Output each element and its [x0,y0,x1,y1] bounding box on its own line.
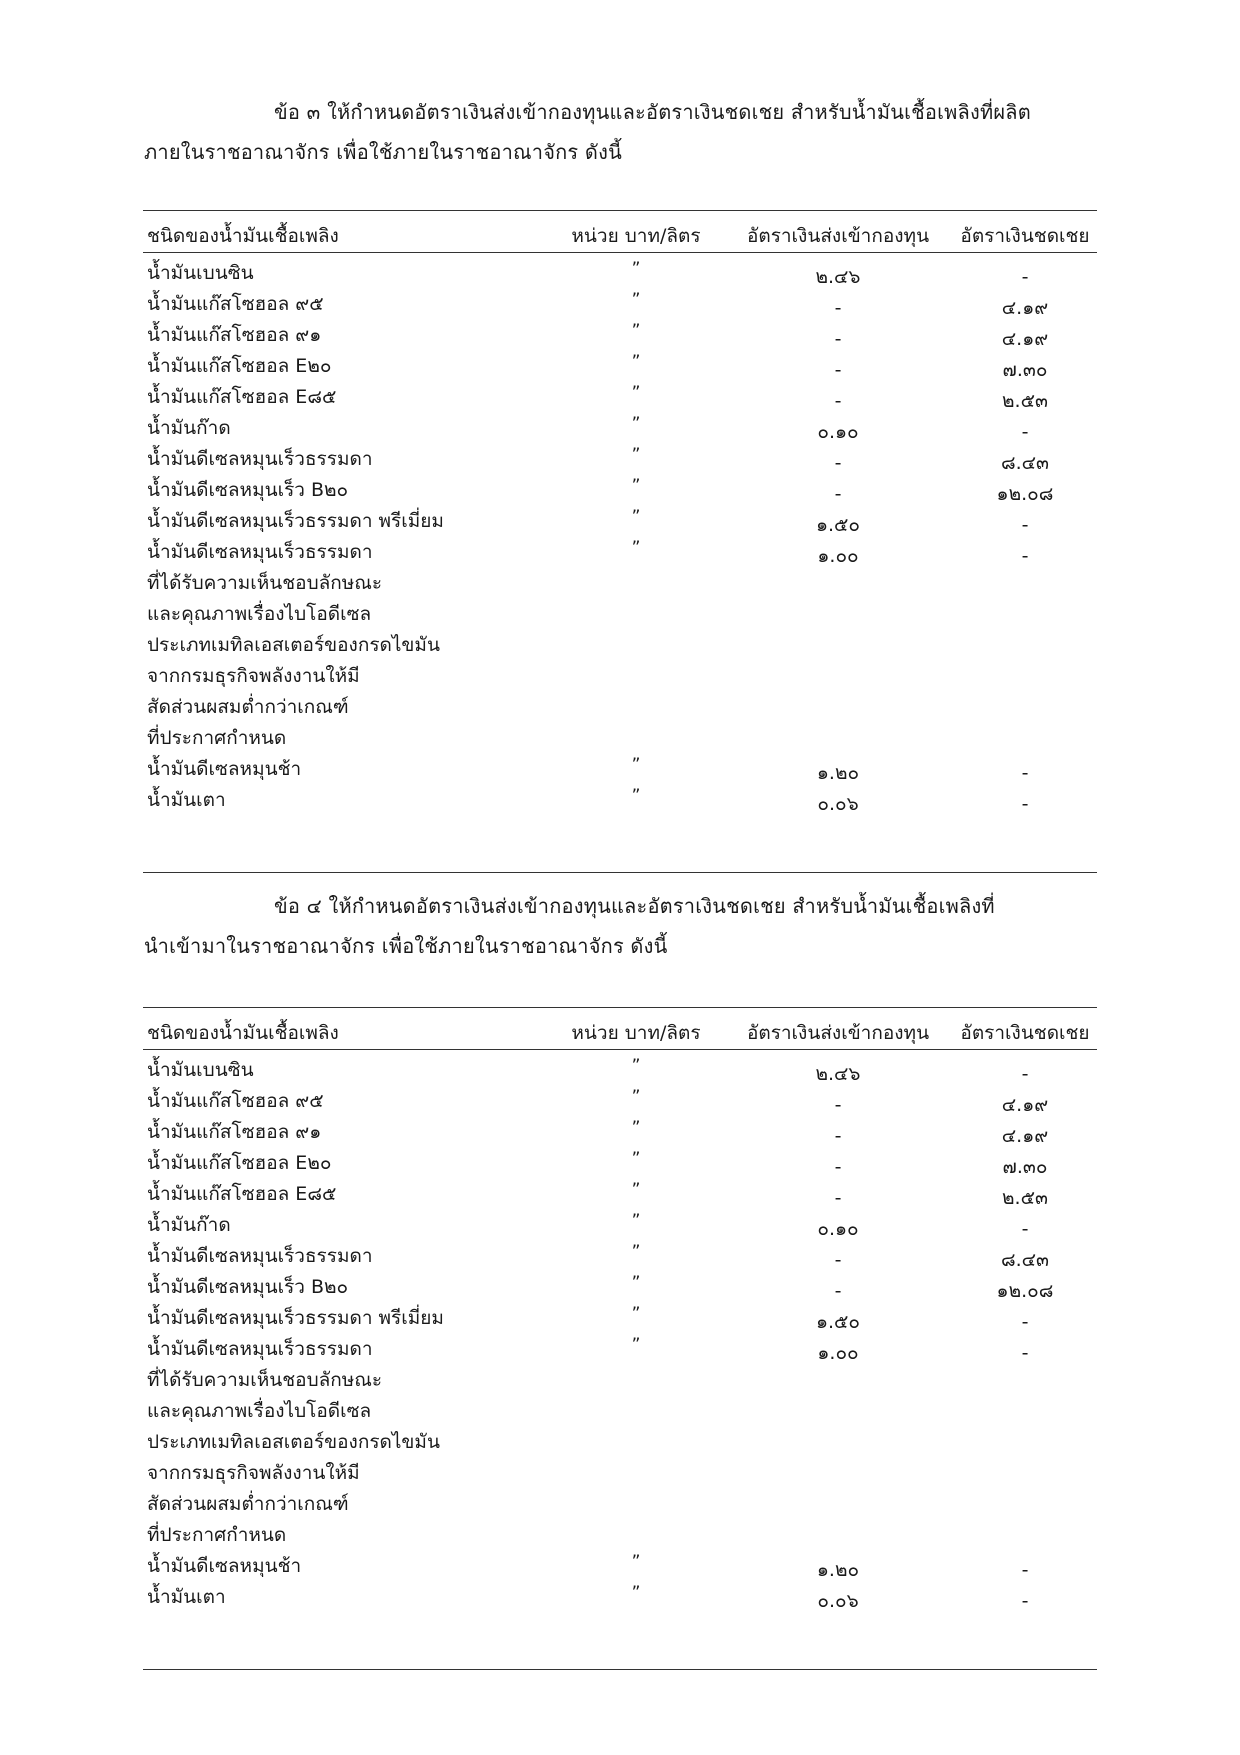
unit-cell: ” [631,476,641,496]
fuel-type-line: น้ำมันดีเซลหมุนเร็วธรรมดา [147,448,373,470]
header-compensation-rate: อัตราเงินชดเชย [960,1022,1090,1044]
fuel-type-cell [147,258,254,289]
unit-cell: ” [631,1056,641,1076]
compensation-rate-cell: - [1021,1311,1029,1333]
header-fuel-type: ชนิดของน้ำมันเชื้อเพลิง [147,225,339,247]
fuel-type-line: น้ำมันดีเซลหมุนช้า [147,1555,302,1577]
fuel-type-line: น้ำมันแก๊สโซฮอล ๙๑ [147,324,322,346]
fuel-type-cell [147,320,321,351]
fuel-type-line: น้ำมันแก๊สโซฮอล E๒๐ [147,1152,332,1174]
fuel-type-cell [147,1551,301,1582]
fuel-type-cell [147,1148,331,1179]
unit-cell: ” [631,1273,641,1293]
compensation-rate-cell: - [1021,514,1029,536]
fuel-type-line: สัดส่วนผสมต่ำกว่าเกณฑ์ [147,696,349,718]
compensation-rate-cell: - [1021,793,1029,815]
header-fund-rate: อัตราเงินส่งเข้ากองทุน [746,1022,930,1044]
unit-cell: ” [631,1211,641,1231]
fuel-type-cell [147,506,444,537]
compensation-rate-cell: ๘.๔๓ [1000,452,1050,474]
fuel-type-line: น้ำมันแก๊สโซฮอล ๙๑ [147,1121,322,1143]
header-compensation-rate: อัตราเงินชดเชย [960,225,1090,247]
unit-cell: ” [631,1304,641,1324]
compensation-rate-cell: - [1021,545,1029,567]
fuel-type-line: น้ำมันแก๊สโซฮอล ๙๕ [147,293,324,315]
fund-rate-cell: ๐.๑๐ [817,1218,859,1240]
fuel-type-line: น้ำมันเบนซิน [147,1059,254,1081]
compensation-rate-cell: - [1021,1218,1029,1240]
fuel-type-line: น้ำมันเบนซิน [147,262,254,284]
compensation-rate-cell: ๔.๑๙ [1001,1125,1049,1147]
fund-rate-cell: ๑.๕๐ [815,514,861,536]
fuel-type-cell [147,1303,444,1334]
compensation-rate-cell: - [1021,266,1029,288]
compensation-rate-cell: ๒.๕๓ [1002,390,1048,412]
compensation-rate-cell: ๔.๑๙ [1001,297,1049,319]
clause-4-line-1: ข้อ ๔ ให้กำหนดอัตราเงินส่งเข้ากองทุนและอัตราเงินชดเชย สำหรับน้ำมันเชื้อเพลิงที่ [274,894,995,918]
fuel-type-cell [147,1179,336,1210]
unit-cell: ” [631,538,641,558]
unit-cell: ” [631,1149,641,1169]
fuel-type-cell [147,351,331,382]
unit-cell: ” [631,1335,641,1355]
clause-3-line-1: ข้อ ๓ ให้กำหนดอัตราเงินส่งเข้ากองทุนและอัตราเงินชดเชย สำหรับน้ำมันเชื้อเพลิงที่ผลิต [274,100,1031,124]
clause-3-line-2: ภายในราชอาณาจักร เพื่อใช้ภายในราชอาณาจักร ดังนี้ [144,140,622,164]
fuel-type-line: จากกรมธุรกิจพลังงานให้มี [147,665,360,687]
fund-rate-cell: ๑.๒๐ [816,762,860,784]
fund-rate-cell: ๒.๔๖ [815,1063,861,1085]
fuel-type-line: น้ำมันก๊าด [147,1214,231,1236]
fuel-type-cell [147,1055,254,1086]
unit-cell: ” [631,1552,641,1572]
fuel-type-line: น้ำมันแก๊สโซฮอล ๙๕ [147,1090,324,1112]
compensation-rate-cell: - [1021,1590,1029,1612]
unit-cell: ” [631,445,641,465]
unit-cell: ” [631,1087,641,1107]
fund-rate-cell: - [834,1125,842,1147]
fuel-type-cell [147,1334,440,1551]
compensation-rate-cell: ๔.๑๙ [1001,328,1049,350]
compensation-rate-cell: - [1021,762,1029,784]
fuel-type-cell [147,289,324,320]
fund-rate-cell: ๑.๕๐ [815,1311,861,1333]
fuel-type-cell [147,444,373,475]
table-header [143,1007,1097,1051]
fuel-type-cell [147,413,231,444]
unit-cell: ” [631,1118,641,1138]
fuel-type-line: ที่ประกาศกำหนด [147,1524,287,1546]
compensation-rate-cell: - [1021,1559,1029,1581]
table-header [143,210,1097,254]
fuel-type-cell [147,1210,231,1241]
fuel-type-cell [147,1241,373,1272]
fund-rate-cell: ๒.๔๖ [815,266,861,288]
header-unit: หน่วย บาท/ลิตร [571,225,701,247]
fund-rate-cell: ๑.๐๐ [817,545,859,567]
fund-rate-cell: - [834,1249,842,1271]
compensation-rate-cell: ๑๒.๐๘ [996,483,1054,505]
fuel-type-cell [147,1272,348,1303]
compensation-rate-cell: ๗.๓๐ [1002,359,1048,381]
compensation-rate-cell: ๘.๔๓ [1000,1249,1050,1271]
fund-rate-cell: ๑.๒๐ [816,1559,860,1581]
table-bottom-rule [143,872,1097,873]
compensation-rate-cell: ๑๒.๐๘ [996,1280,1054,1302]
unit-cell: ” [631,352,641,372]
fuel-type-line: น้ำมันแก๊สโซฮอล E๘๕ [147,1183,337,1205]
header-fuel-type: ชนิดของน้ำมันเชื้อเพลิง [147,1022,339,1044]
fund-rate-cell: - [834,390,842,412]
fund-rate-cell: ๐.๑๐ [817,421,859,443]
fuel-type-line: น้ำมันดีเซลหมุนเร็วธรรมดา พรีเมี่ยม [147,1307,444,1329]
fuel-type-cell [147,1582,226,1613]
fund-rate-cell: - [834,452,842,474]
fuel-type-line: ประเภทเมทิลเอสเตอร์ของกรดไขมัน [147,634,440,656]
fund-rate-cell: - [834,1094,842,1116]
fuel-type-line: ที่ประกาศกำหนด [147,727,287,749]
fuel-type-cell [147,537,440,754]
fuel-type-line: น้ำมันดีเซลหมุนเร็ว B๒๐ [147,1276,349,1298]
fuel-type-cell [147,785,226,816]
header-fund-rate: อัตราเงินส่งเข้ากองทุน [746,225,930,247]
compensation-rate-cell: ๒.๕๓ [1002,1187,1048,1209]
fund-rate-cell: - [834,1156,842,1178]
unit-cell: ” [631,755,641,775]
unit-cell: ” [631,259,641,279]
fund-rate-cell: - [834,297,842,319]
compensation-rate-cell: - [1021,421,1029,443]
fuel-type-cell [147,382,336,413]
fuel-type-line: ประเภทเมทิลเอสเตอร์ของกรดไขมัน [147,1431,440,1453]
fuel-type-cell [147,475,348,506]
fuel-type-line: น้ำมันดีเซลหมุนเร็วธรรมดา [147,1338,373,1360]
fuel-type-line: น้ำมันดีเซลหมุนเร็วธรรมดา [147,541,373,563]
header-bottom-rule [143,1049,1097,1050]
fuel-type-line: น้ำมันแก๊สโซฮอล E๘๕ [147,386,337,408]
fuel-type-line: น้ำมันก๊าด [147,417,231,439]
unit-cell: ” [631,1180,641,1200]
unit-cell: ” [631,786,641,806]
compensation-rate-cell: - [1021,1063,1029,1085]
fund-rate-cell: ๐.๐๖ [817,1590,859,1612]
fund-rate-cell: ๐.๐๖ [817,793,859,815]
fuel-type-line: สัดส่วนผสมต่ำกว่าเกณฑ์ [147,1493,349,1515]
header-unit: หน่วย บาท/ลิตร [571,1022,701,1044]
fuel-type-line: น้ำมันเตา [147,789,226,811]
fuel-type-line: จากกรมธุรกิจพลังงานให้มี [147,1462,360,1484]
table-bottom-rule [143,1669,1097,1670]
fund-rate-cell: - [834,483,842,505]
fuel-type-line: ที่ได้รับความเห็นชอบลักษณะ [147,1369,383,1391]
clause-4-line-2: นำเข้ามาในราชอาณาจักร เพื่อใช้ภายในราชอาณาจักร ดังนี้ [144,934,668,958]
fuel-type-cell [147,1117,321,1148]
fuel-type-line: น้ำมันเตา [147,1586,226,1608]
fuel-type-cell [147,754,301,785]
fuel-type-line: น้ำมันดีเซลหมุนช้า [147,758,302,780]
unit-cell: ” [631,290,641,310]
fuel-type-line: และคุณภาพเรื่องไบโอดีเซล [147,1400,372,1422]
header-bottom-rule [143,252,1097,253]
fund-rate-cell: - [834,359,842,381]
unit-cell: ” [631,1242,641,1262]
unit-cell: ” [631,507,641,527]
unit-cell: ” [631,383,641,403]
fund-rate-cell: - [834,328,842,350]
fuel-type-line: น้ำมันดีเซลหมุนเร็ว B๒๐ [147,479,349,501]
fund-rate-cell: - [834,1280,842,1302]
unit-cell: ” [631,321,641,341]
fund-rate-cell: ๑.๐๐ [817,1342,859,1364]
compensation-rate-cell: - [1021,1342,1029,1364]
fuel-type-line: ที่ได้รับความเห็นชอบลักษณะ [147,572,383,594]
unit-cell: ” [631,1583,641,1603]
fuel-type-line: และคุณภาพเรื่องไบโอดีเซล [147,603,372,625]
fuel-type-line: น้ำมันแก๊สโซฮอล E๒๐ [147,355,332,377]
fuel-type-line: น้ำมันดีเซลหมุนเร็วธรรมดา [147,1245,373,1267]
fuel-type-line: น้ำมันดีเซลหมุนเร็วธรรมดา พรีเมี่ยม [147,510,444,532]
compensation-rate-cell: ๗.๓๐ [1002,1156,1048,1178]
fuel-type-cell [147,1086,324,1117]
compensation-rate-cell: ๔.๑๙ [1001,1094,1049,1116]
fund-rate-cell: - [834,1187,842,1209]
unit-cell: ” [631,414,641,434]
